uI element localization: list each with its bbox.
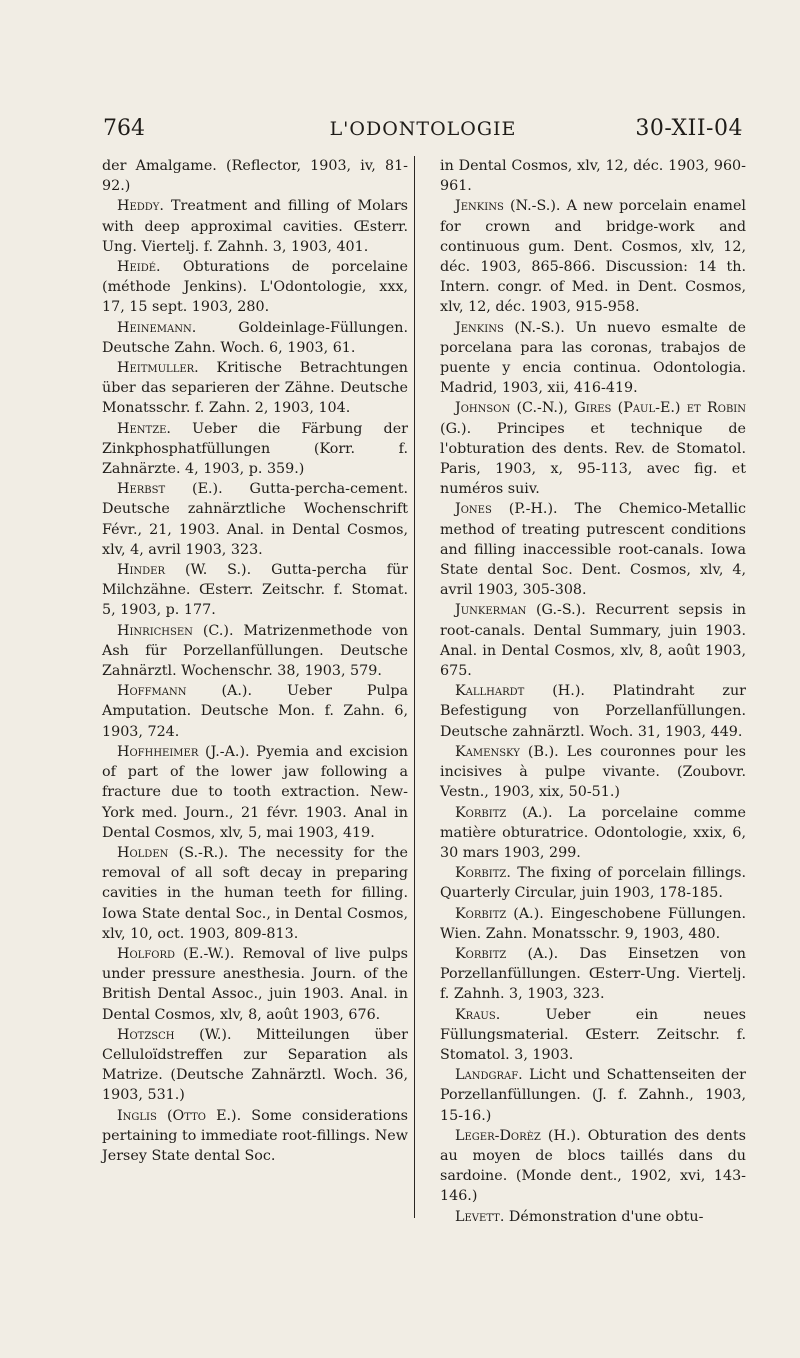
entry-citation: Principes et technique de l'obturation des dents. Rev. de Stomatol. Paris, 1903, x, 95-113, avec fig. et numéros suiv.: [440, 420, 746, 498]
entry-author: Jenkins (N.-S.).: [455, 319, 565, 336]
entry-citation: Mitteilungen über Celluloïdstreffen zur Separation als Matrize. (Deutsche Zahnärztl. Woch. 36, 1903, 531.): [102, 1026, 408, 1104]
entry-author: Holden (S.-R.).: [117, 844, 229, 861]
issue-date: 30-XII-04: [635, 116, 743, 141]
bibliography-entry: [102, 560, 408, 621]
bibliography-entry: [440, 944, 746, 1005]
bibliography-entry: [102, 419, 408, 480]
entry-author: Levett.: [455, 1208, 505, 1225]
bibliography-entry: [440, 681, 746, 742]
bibliography-entry: [440, 398, 746, 499]
entry-citation: The Chemico-Metallic method of treating putrescent conditions and filling inaccessible root-canals. Iowa State dental Soc. Dent. Cosmos, xlv, 4, avril 1903, 305-308.: [440, 501, 747, 599]
entry-citation: Some considerations pertaining to immediate root-fillings. New Jersey State dental Soc.: [102, 1107, 409, 1164]
entry-citation: Gutta-percha für Milchzähne. Œsterr. Zeitschr. f. Stomat. 5, 1903, p. 177.: [102, 562, 408, 619]
bibliography-entry: [102, 257, 408, 318]
bibliography-entry: [102, 196, 408, 257]
entry-author: Junkerman (G.-S.).: [455, 602, 586, 619]
entry-citation: La porcelaine comme matière obturatrice. Odontologie, xxix, 6, 30 mars 1903, 299.: [440, 804, 746, 861]
entry-author: Heddy.: [117, 198, 164, 215]
entry-citation: Removal of live pulps under pressure anesthesia. Journ. of the British Dental Assoc., juin 1903. Anal. in Dental Cosmos, xlv, 8, août 1903, 676.: [102, 945, 408, 1023]
entry-author: Hofhheimer (J.-A.).: [117, 743, 250, 760]
entry-author: Inglis (Otto E.).: [117, 1107, 242, 1124]
entry-author: Hinder (W. S.).: [117, 562, 252, 579]
entry-author: Hinrichsen (C.).: [117, 622, 234, 639]
entry-citation: Ueber ein neues Füllungsmaterial. Œsterr. Zeitschr. f. Stomatol. 3, 1903.: [440, 1006, 746, 1063]
bibliography-entry: [440, 904, 746, 944]
entry-author: Hentze.: [117, 420, 171, 437]
entry-citation: Matrizenmethode von Ash für Porzellanfüllungen. Deutsche Zahnärztl. Wochenschr. 38, 1903, 579.: [102, 622, 408, 680]
entry-author: Leger-Dorèz (H.).: [455, 1127, 581, 1144]
entry-citation: Démonstration d'une obtu-: [504, 1208, 704, 1225]
entry-citation: Ueber die Färbung der Zinkphosphatfüllungen (Korr. f. Zahnärzte. 4, 1903, p. 359.): [102, 420, 408, 478]
bibliography-entry: [102, 681, 408, 742]
entry-author: Kamensky (B.).: [455, 743, 559, 760]
journal-title: L'ODONTOLOGIE: [329, 118, 517, 140]
left-column: [102, 156, 408, 1166]
bibliography-entry: [440, 156, 746, 196]
entry-citation: The necessity for the removal of all soft decay in preparing cavities in the human teeth for filling. Iowa State dental Soc., in Dental Cosmos, xlv, 10, oct. 1903, 809-813.: [102, 844, 408, 942]
entry-author: Hotzsch (W.).: [117, 1026, 232, 1043]
bibliography-entry: [102, 1106, 408, 1167]
bibliography-entry: [102, 843, 408, 944]
bibliography-entry: [440, 742, 746, 803]
bibliography-entry: [440, 1126, 746, 1207]
bibliography-entry: [440, 1207, 746, 1227]
entry-citation: Les couronnes pour les incisives à pulpe vivante. (Zoubovr. Vestn., 1903, xix, 50-51.): [440, 743, 746, 801]
entry-author: Holford (E.-W.).: [117, 945, 235, 962]
entry-citation: Ueber Pulpa Amputation. Deutsche Mon. f. Zahn. 6, 1903, 724.: [102, 683, 409, 740]
entry-author: Heinemann.: [117, 319, 197, 336]
entry-author: Kallhardt (H.).: [455, 683, 585, 700]
entry-citation: Obturation des dents au moyen de blocs taillés dans du sardoine. (Monde dent., 1902, xvi, 143-146.): [440, 1127, 746, 1205]
page-number: 764: [103, 116, 145, 141]
entry-author: Korbitz (A.).: [455, 804, 553, 821]
bibliography-entry: [440, 803, 746, 864]
bibliography-entry: [440, 196, 746, 317]
entry-citation: Eingeschobene Füllungen. Wien. Zahn. Monatsschr. 9, 1903, 480.: [440, 905, 746, 942]
bibliography-entry: [440, 600, 746, 681]
entry-citation: Un nuevo esmalte de porcelana para las coronas, trabajos de puente y encia continua. Odontologia. Madrid, 1903, xii, 416-419.: [440, 319, 746, 397]
entry-author: Heitmuller.: [117, 360, 199, 377]
bibliography-entry: [102, 621, 408, 682]
entry-author: Landgraf.: [455, 1067, 523, 1084]
bibliography-entry: [440, 1005, 746, 1066]
entry-author: Korbitz (A.).: [455, 905, 544, 922]
page-header: [103, 116, 743, 156]
right-column: [440, 156, 746, 1227]
bibliography-entry: [102, 318, 408, 358]
entry-citation: Das Einsetzen von Porzellanfüllungen. Œsterr-Ung. Viertelj. f. Zahnh. 3, 1903, 323.: [440, 945, 746, 1003]
entry-citation: Obturations de porcelaine (méthode Jenkins). L'Odontologie, xxx, 17, 15 sept. 1903, 280.: [102, 259, 408, 316]
bibliography-entry: [102, 479, 408, 560]
bibliography-entry: [440, 499, 746, 600]
bibliography-entry: [102, 944, 408, 1025]
entry-citation: Kritische Betrachtungen über das separieren der Zähne. Deutsche Monatsschr. f. Zahn. 2, 1903, 104.: [102, 360, 408, 417]
entry-author: Jenkins (N.-S.).: [455, 198, 561, 215]
entry-author: Kraus.: [455, 1006, 501, 1023]
entry-citation: Pyemia and excision of part of the lower jaw following a fracture due to tooth extraction. New-York med. Journ., 21 févr. 1903. Anal in Dental Cosmos, xlv, 5, mai 1903, 419.: [102, 743, 409, 841]
bibliography-entry: [440, 318, 746, 399]
bibliography-entry: [102, 742, 408, 843]
entry-author: Jones (P.-H.).: [455, 501, 558, 518]
bibliography-entry: [102, 1025, 408, 1106]
bibliography-entry: [440, 1065, 746, 1126]
entry-author: Hoffmann (A.).: [117, 683, 253, 700]
entry-author: Johnson (C.-N.), Gires (Paul-E.) et Robin (G.).: [440, 400, 746, 437]
bibliography-entry: [440, 863, 746, 903]
entry-citation: Goldeinlage-Füllungen. Deutsche Zahn. Woch. 6, 1903, 61.: [102, 319, 408, 356]
entry-author: Heidé.: [117, 259, 161, 276]
entry-citation: Recurrent sepsis in root-canals. Dental Summary, juin 1903. Anal. in Dental Cosmos, xlv, 8, août 1903, 675.: [440, 602, 747, 680]
entry-author: Herbst (E.).: [117, 481, 223, 498]
entry-citation: Licht und Schattenseiten der Porzellanfüllungen. (J. f. Zahnh., 1903, 15-16.): [440, 1067, 746, 1124]
entry-citation: The fixing of porcelain fillings. Quarterly Circular, juin 1903, 178-185.: [440, 865, 746, 902]
bibliography-entry: [102, 358, 408, 419]
bibliography-entry: [102, 156, 408, 196]
entry-citation: A new porcelain enamel for crown and bridge-work and continuous gum. Dent. Cosmos, xlv, 12, déc. 1903, 865-866. Discussion: 14 th. Intern. congr. of Med. in Dent. Cosmos, xlv, 12, déc. 1903, 915-958.: [440, 198, 746, 316]
entry-author: Korbitz (A.).: [455, 945, 559, 962]
entry-author: Korbitz.: [455, 865, 511, 882]
column-divider: [414, 156, 415, 1218]
entry-citation: der Amalgame. (Reflector, 1903, iv, 81-92.): [102, 158, 408, 195]
entry-citation: Gutta-percha-cement. Deutsche zahnärztliche Wochenschrift Févr., 21, 1903. Anal. in Dental Cosmos, xlv, 4, avril 1903, 323.: [102, 481, 408, 558]
entry-citation: Treatment and filling of Molars with deep approximal cavities. Œsterr. Ung. Viertelj. f. Zahnh. 3, 1903, 401.: [102, 198, 408, 255]
entry-citation: Platindraht zur Befestigung von Porzellanfüllungen. Deutsche zahnärztl. Woch. 31, 1903, 449.: [440, 683, 746, 740]
entry-citation: in Dental Cosmos, xlv, 12, déc. 1903, 960-961.: [440, 158, 746, 195]
